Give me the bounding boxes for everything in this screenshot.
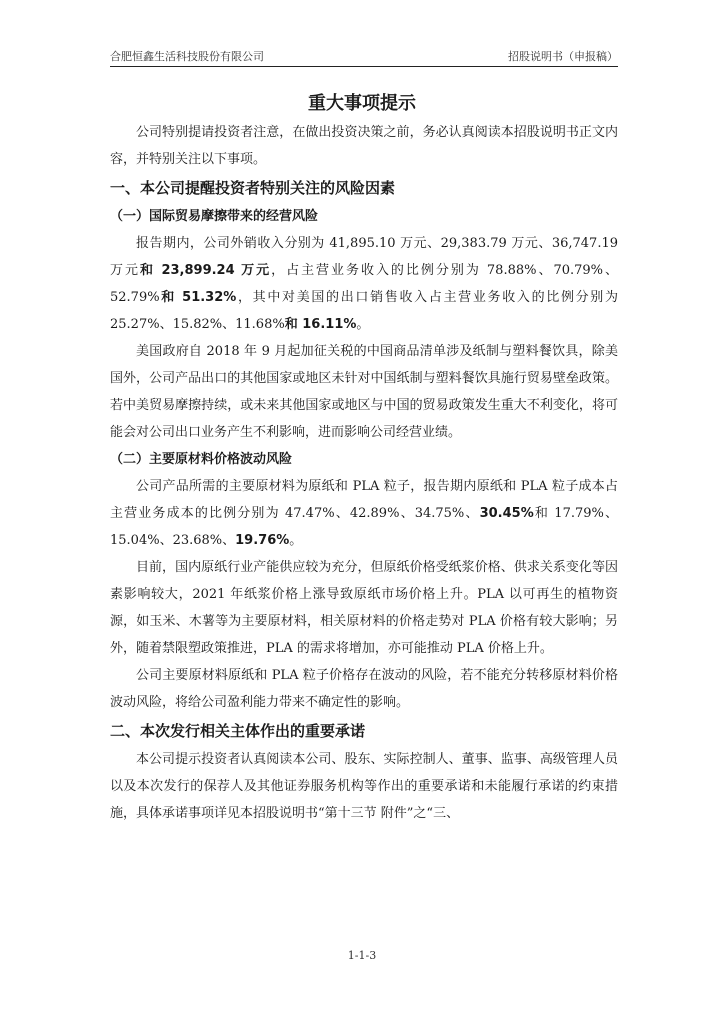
price-risk-paragraph: 公司主要原材料原纸和 PLA 粒子价格存在波动的风险，若不能充分转移原材料价格波动风险，将给公司盈利能力带来不确定性的影响。 — [110, 668, 618, 710]
running-header — [110, 50, 618, 67]
text-run: 和 17.79%、15.04%、23.68%、 — [110, 506, 619, 548]
section2-heading: 二、本次发行相关主体作出的重要承诺 — [110, 722, 366, 740]
raw-material-cost-paragraph — [110, 473, 618, 554]
bold-run: 和 16.11% — [284, 317, 357, 332]
bold-run: 和 23,899.24 万元 — [139, 263, 272, 278]
text-run: ，占主营业务收入的比例分别为 78.88%、70.79%、52.79% — [110, 263, 618, 305]
page-title: 重大事项提示 — [308, 93, 416, 114]
text-run: 公司产品所需的主要原材料为原纸和 PLA 粒子，报告期内原纸和 PLA 粒子成本占主营业务成本的比例分别为 47.47%、42.89%、34.75%、 — [110, 479, 618, 521]
section1-sub2-heading: （二）主要原材料价格波动风险 — [110, 452, 293, 467]
export-revenue-paragraph — [110, 230, 618, 338]
text-run: 报告期内，公司外销收入分别为 41,895.10 万元、29,383.79 万元、36,747.19 万元 — [110, 236, 618, 278]
text-run: 。 — [289, 533, 303, 548]
text-run: ，其中对美国的出口销售收入占主营业务收入的比例分别为 25.27%、15.82%、11.68% — [110, 290, 618, 332]
commitments-paragraph: 本公司提示投资者认真阅读本公司、股东、实际控制人、董事、监事、高级管理人员以及本次发行的保荐人及其他证券服务机构等作出的重要承诺和未能履行承诺的约束措施，具体承诺事项详见本招股说明书“第十三节 附件”之“三、 — [110, 752, 618, 821]
tariff-paragraph: 美国政府自 2018 年 9 月起加征关税的中国商品清单涉及纸制与塑料餐饮具，除美国外，公司产品出口的其他国家或地区未针对中国纸制与塑料餐饮具施行贸易壁垒政策。若中美贸易摩擦持续，或未来其他国家或地区与中国的贸易政策发生重大不利变化，将可能会对公司出口业务产生不利影响，进而影响公司经营业绩。 — [110, 344, 618, 440]
page-number: 1-1-3 — [347, 949, 377, 962]
intro-paragraph: 公司特别提请投资者注意，在做出投资决策之前，务必认真阅读本招股说明书正文内容，并特别关注以下事项。 — [110, 125, 618, 167]
header-doc-type: 招股说明书（申报稿） — [508, 50, 618, 63]
text-run: 。 — [356, 317, 370, 332]
paper-pla-price-paragraph: 目前，国内原纸行业产能供应较为充分，但原纸价格受纸浆价格、供求关系变化等因素影响较大，2021 年纸浆价格上涨导致原纸市场价格上升。PLA 以可再生的植物资源，如玉米、木薯等为主要原材料，相关原材料的价格走势对 PLA 价格有较大影响；另外，随着禁限塑政策推进，PLA 的需求将增加，亦可能推动 PLA 价格上升。 — [110, 560, 618, 656]
bold-run: 和 51.32% — [159, 290, 237, 305]
bold-run: 30.45% — [479, 506, 534, 521]
document-body — [110, 119, 618, 827]
section1-heading: 一、本公司提醒投资者特别关注的风险因素 — [110, 179, 396, 197]
bold-run: 19.76% — [235, 533, 290, 548]
header-company: 合肥恒鑫生活科技股份有限公司 — [110, 50, 264, 63]
section1-sub1-heading: （一）国际贸易摩擦带来的经营风险 — [110, 209, 319, 224]
